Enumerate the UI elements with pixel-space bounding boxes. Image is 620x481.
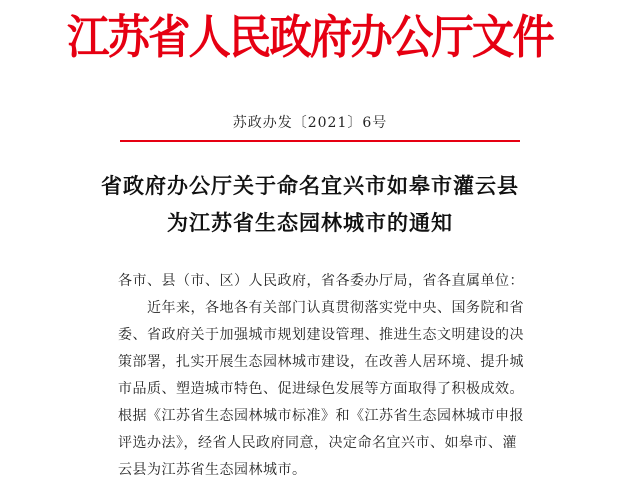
salutation: 各市、县（市、区）人民政府，省各委办厅局，省各直属单位： xyxy=(118,273,524,289)
body-line: 策部署，扎实开展生态园林城市建设，在改善人居环境、提升城 xyxy=(118,354,524,370)
body-line: 评选办法》，经省人民政府同意，决定命名宜兴市、如皋市、灌 xyxy=(118,435,517,451)
body-line: 市品质、塑造城市特色、促进绿色发展等方面取得了积极成效。 xyxy=(118,381,524,397)
body-line: 根据《江苏省生态园林城市标准》和《江苏省生态园林城市申报 xyxy=(118,408,524,424)
document-title-line-2: 为江苏省生态园林城市的通知 xyxy=(167,210,453,235)
document-header-issuer: 江苏省人民政府办公厅文件 xyxy=(67,10,553,64)
body-line: 近年来，各地各有关部门认真贯彻落实党中央、国务院和省 xyxy=(118,300,524,316)
document-number: 苏政办发〔2021〕6号 xyxy=(232,115,388,131)
body-line: 云县为江苏省生态园林城市。 xyxy=(118,462,307,478)
body-line: 委、省政府关于加强城市规划建设管理、推进生态文明建设的决 xyxy=(118,327,524,343)
red-divider-line xyxy=(120,140,520,142)
document-title-line-1: 省政府办公厅关于命名宜兴市如皋市灌云县 xyxy=(101,173,519,198)
